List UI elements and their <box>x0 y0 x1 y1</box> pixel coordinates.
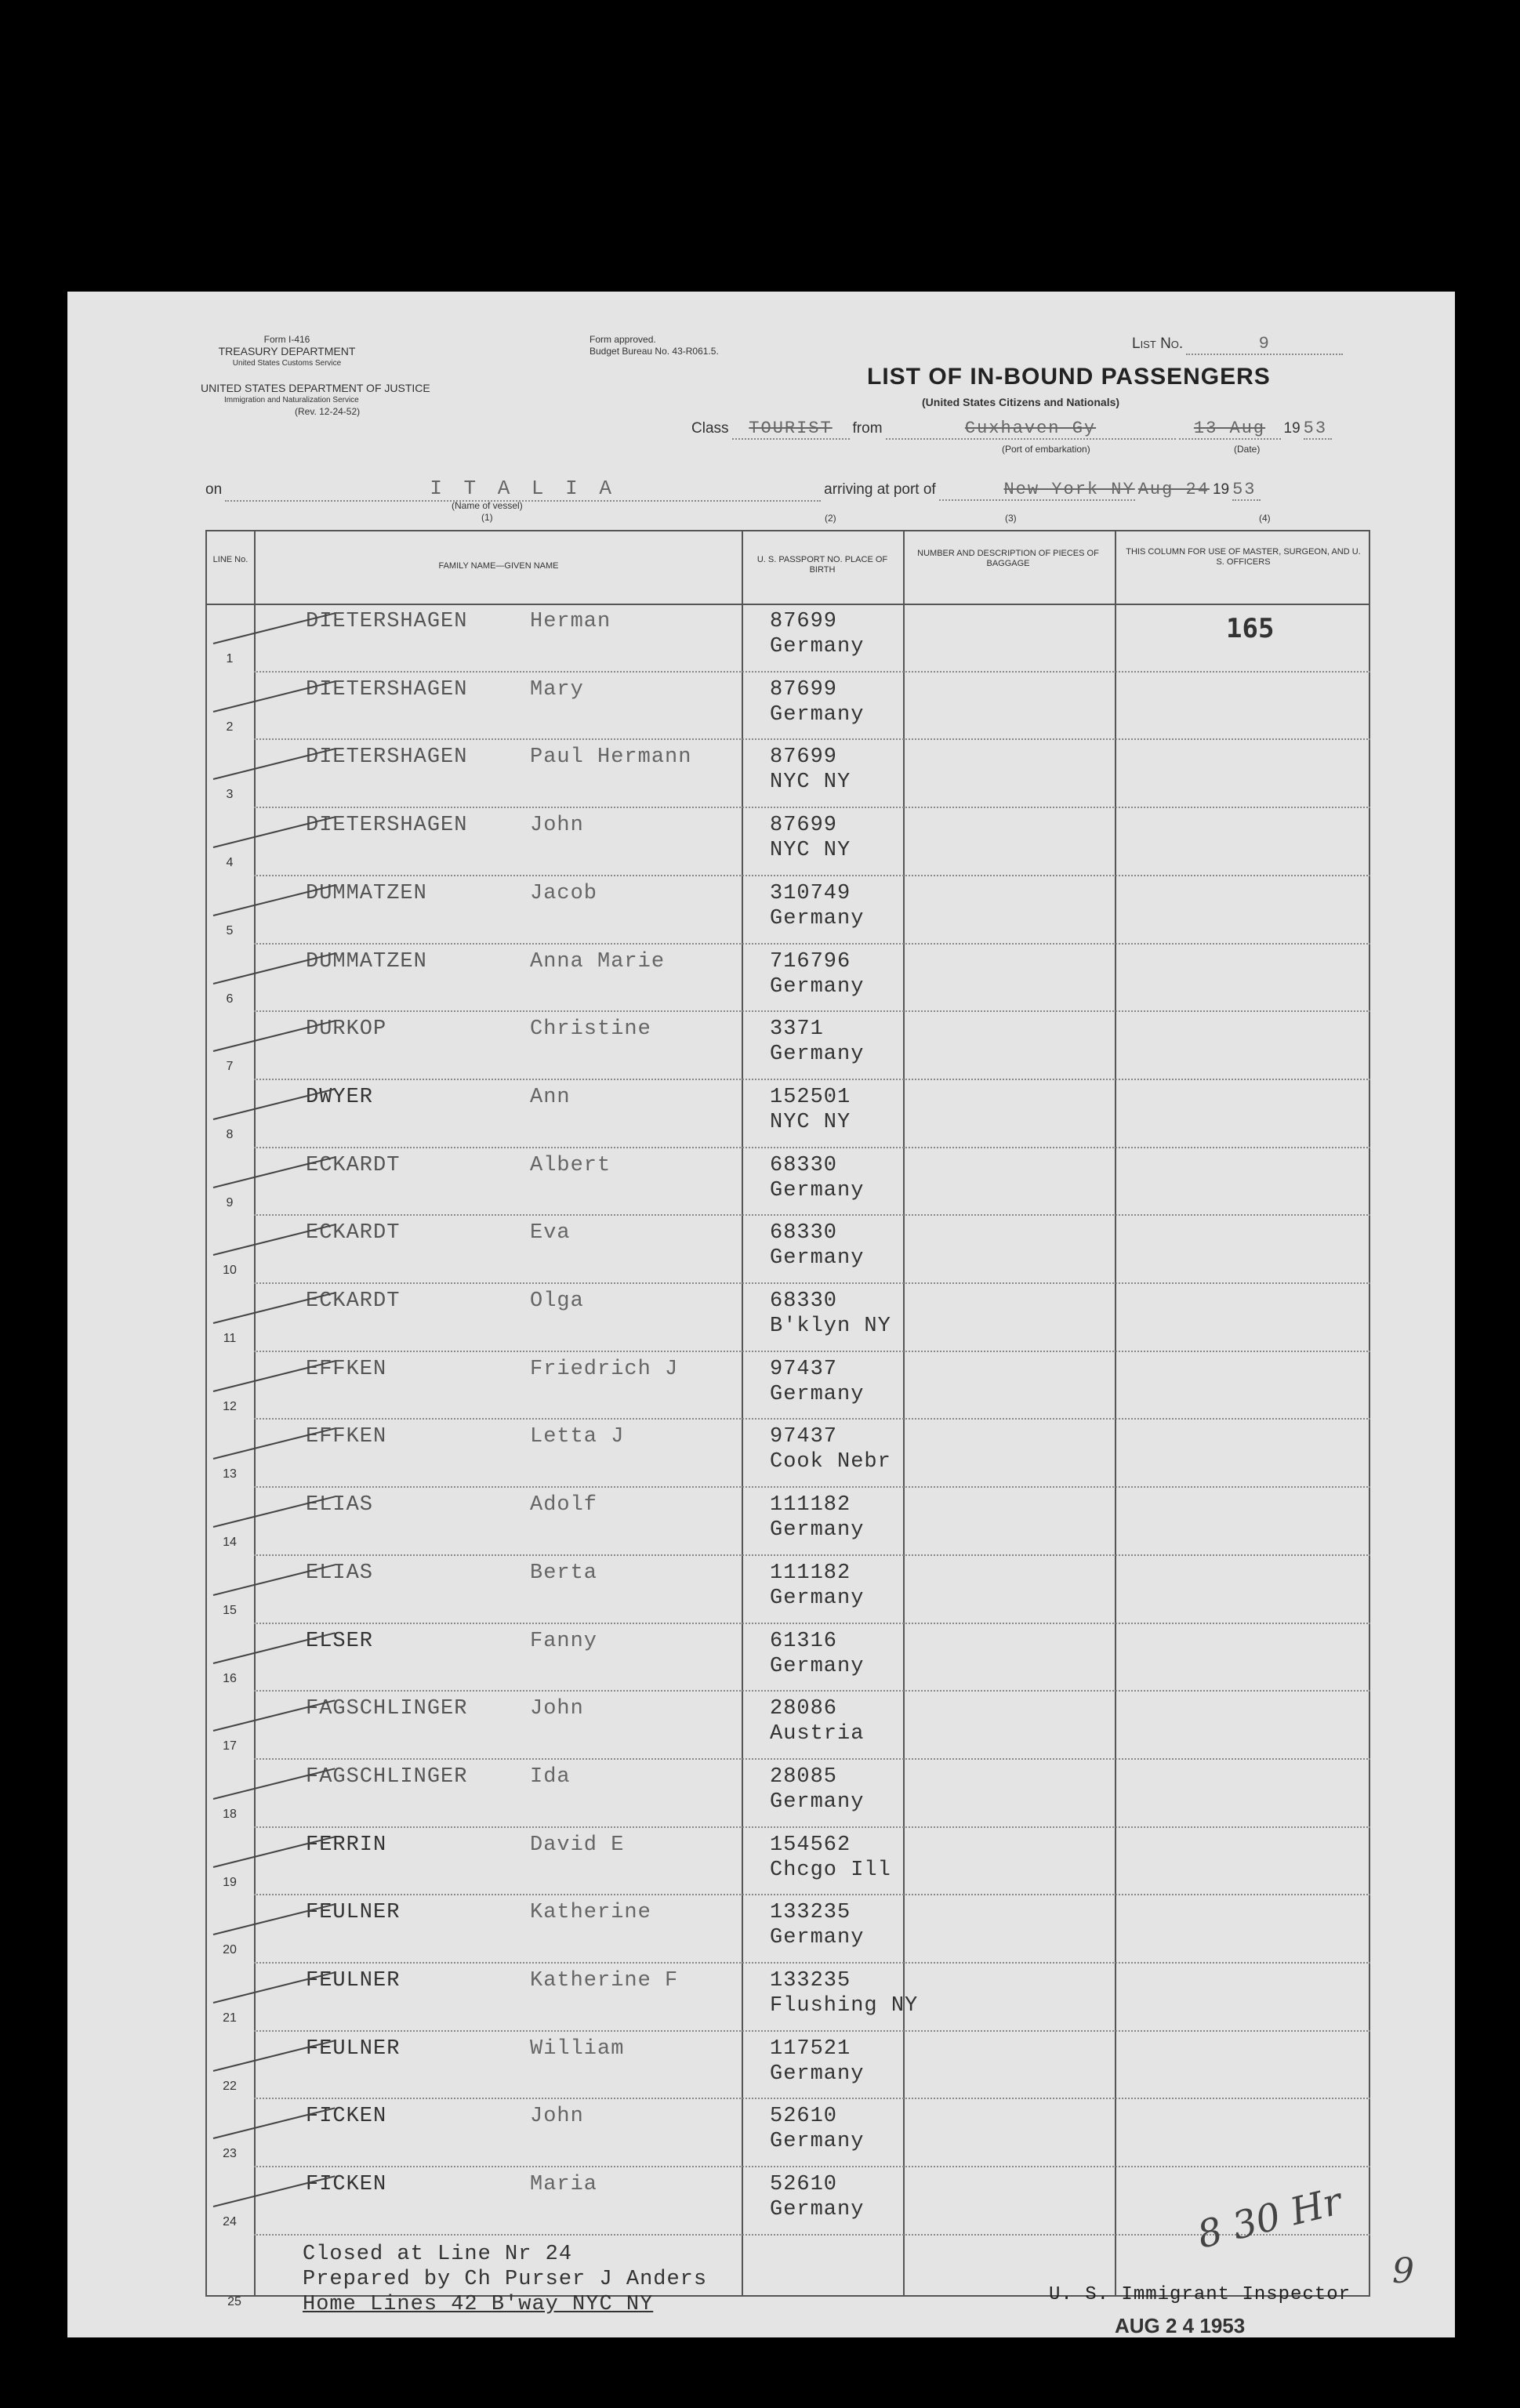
vessel-name: I T A L I A <box>225 477 821 502</box>
family-name: FERRIN <box>306 1833 387 1857</box>
approval-block <box>589 334 719 357</box>
treasury-dept: TREASURY DEPARTMENT <box>218 345 356 357</box>
family-name: EFFKEN <box>306 1357 387 1381</box>
port-value: New York NY <box>939 480 1135 501</box>
family-name: ELSER <box>306 1629 374 1653</box>
place-of-birth: Germany <box>770 906 865 930</box>
line-number: 6 <box>226 992 234 1006</box>
row-divider <box>254 1213 1370 1216</box>
passport-number: 68330 <box>770 1221 838 1246</box>
line-number: 9 <box>226 1195 234 1209</box>
line-number: 8 <box>226 1127 234 1141</box>
passport-number: 117521 <box>770 2036 851 2061</box>
given-name: Herman <box>530 610 611 633</box>
place-of-birth: NYC NY <box>770 839 851 863</box>
family-name: ELIAS <box>306 1561 374 1585</box>
passport-number: 52610 <box>770 2173 838 2197</box>
passport-number: 87699 <box>770 677 838 702</box>
passport-number: 3371 <box>770 1017 824 1042</box>
place-of-birth: Flushing NY <box>770 1994 919 2018</box>
family-name: ELIAS <box>306 1493 374 1518</box>
row-divider <box>254 670 1370 673</box>
family-name: DUMMATZEN <box>306 949 427 974</box>
date-caption: (Date) <box>1234 444 1261 455</box>
family-name: ECKARDT <box>306 1289 401 1313</box>
place-of-birth: Germany <box>770 1654 865 1678</box>
family-name: DIETERSHAGEN <box>306 677 468 702</box>
col-divider <box>1115 530 1116 2297</box>
given-name: David E <box>530 1833 625 1857</box>
family-name: DIETERSHAGEN <box>306 814 468 838</box>
line-number: 15 <box>223 1603 237 1617</box>
row-divider <box>254 1961 1370 1964</box>
passport-number: 87699 <box>770 745 838 770</box>
from-label: from <box>852 420 883 437</box>
manifest-page <box>67 292 1455 2337</box>
list-number-field <box>1132 334 1343 355</box>
form-number: Form I-416 <box>263 334 310 345</box>
passport-number: 61316 <box>770 1629 838 1653</box>
place-of-birth: Germany <box>770 974 865 999</box>
line-number: 19 <box>223 1875 237 1889</box>
class-line <box>691 419 1332 440</box>
given-name: Adolf <box>530 1493 598 1518</box>
given-name: Berta <box>530 1561 598 1585</box>
place-of-birth: Cook Nebr <box>770 1450 891 1474</box>
given-name: Mary <box>530 677 584 702</box>
manifest-table <box>205 530 1370 2297</box>
line-number: 23 <box>223 2147 237 2161</box>
vessel-caption <box>452 500 523 524</box>
year-prefix-2: 19 <box>1212 481 1230 498</box>
line-number: 11 <box>223 1332 237 1345</box>
year-prefix-1: 19 <box>1283 420 1301 437</box>
row-divider <box>254 1622 1370 1624</box>
family-name: FEULNER <box>306 1969 401 1993</box>
form-info-block <box>201 334 373 369</box>
given-name: John <box>530 814 584 838</box>
given-name: Anna Marie <box>530 949 666 974</box>
given-name: Jacob <box>530 881 598 905</box>
class-value: TOURIST <box>732 419 850 440</box>
family-name: DIETERSHAGEN <box>306 745 468 770</box>
passport-number: 133235 <box>770 1969 851 1993</box>
on-label: on <box>205 481 223 498</box>
row-divider <box>254 2097 1370 2099</box>
row-divider <box>254 1417 1370 1420</box>
given-name: John <box>530 1697 584 1721</box>
home-lines-address: Home Lines 42 B'way NYC NY <box>303 2293 654 2316</box>
given-name: Friedrich J <box>530 1357 679 1381</box>
row-divider <box>254 942 1370 945</box>
given-name: Ann <box>530 1085 571 1109</box>
passport-number: 97437 <box>770 1425 838 1449</box>
row-divider <box>254 1350 1370 1352</box>
given-name: Katherine <box>530 1901 651 1925</box>
list-no-value: 9 <box>1186 334 1343 355</box>
line-number: 2 <box>226 720 234 734</box>
place-of-birth: NYC NY <box>770 1110 851 1134</box>
embark-date: 13 Aug <box>1179 419 1281 440</box>
embark-caption: (Port of embarkation) <box>1002 444 1090 455</box>
place-of-birth: Austria <box>770 1722 865 1746</box>
place-of-birth: Germany <box>770 1043 865 1067</box>
passport-number: 87699 <box>770 610 838 633</box>
place-of-birth: NYC NY <box>770 771 851 795</box>
line-number-25: 25 <box>227 2295 241 2308</box>
family-name: FAGSCHLINGER <box>306 1764 468 1789</box>
vessel-line <box>205 477 1261 502</box>
from-value: Cuxhaven Gy <box>886 419 1176 440</box>
col-head-baggage: NUMBER AND DESCRIPTION OF PIECES OF BAGGAGE <box>917 549 1099 568</box>
row-divider <box>254 1554 1370 1556</box>
family-name: FEULNER <box>306 1901 401 1925</box>
family-name: FEULNER <box>306 2036 401 2061</box>
given-name: Christine <box>530 1017 651 1042</box>
line-number: 16 <box>223 1671 237 1685</box>
given-name: John <box>530 2105 584 2129</box>
inspector-signature: 8 30 Hr <box>1193 2179 1346 2258</box>
line-number: 4 <box>226 856 234 870</box>
given-name: William <box>530 2036 625 2061</box>
family-name: FICKEN <box>306 2105 387 2129</box>
list-no-label: List No. <box>1132 335 1184 352</box>
family-name: DURKOP <box>306 1017 387 1042</box>
prepared-by: Prepared by Ch Purser J Anders <box>303 2268 708 2291</box>
line-number: 22 <box>223 2079 237 2093</box>
col-head-line: LINE No. <box>212 555 248 564</box>
family-name: FICKEN <box>306 2173 387 2197</box>
line-number: 14 <box>223 1536 237 1550</box>
family-name: ECKARDT <box>306 1221 401 1246</box>
line-number: 18 <box>223 1807 237 1821</box>
inspector-label: U. S. Immigrant Inspector <box>1049 2284 1351 2305</box>
passport-number: 68330 <box>770 1153 838 1177</box>
given-name: Ida <box>530 1764 571 1789</box>
justice-dept: UNITED STATES DEPARTMENT OF JUSTICE <box>201 382 430 394</box>
place-of-birth: Germany <box>770 1246 865 1271</box>
officer-number: 165 <box>1226 613 1275 644</box>
line-number: 21 <box>223 2011 237 2025</box>
page-title: LIST OF IN-BOUND PASSENGERS <box>867 364 1271 390</box>
given-name: Maria <box>530 2173 598 2197</box>
line-number: 13 <box>223 1467 237 1481</box>
line-number: 5 <box>226 923 234 937</box>
passport-number: 28085 <box>770 1764 838 1789</box>
year-2: 53 <box>1232 480 1261 501</box>
row-divider <box>254 738 1370 740</box>
year-1: 53 <box>1304 419 1332 440</box>
family-name: DWYER <box>306 1085 374 1109</box>
handwritten-mark: 9 <box>1392 2251 1414 2291</box>
line-number: 12 <box>223 1399 237 1413</box>
row-divider <box>254 1893 1370 1895</box>
class-label: Class <box>691 420 729 437</box>
passport-number: 310749 <box>770 881 851 905</box>
vessel-caption-text: (Name of vessel) <box>452 500 523 511</box>
col-head-officers: THIS COLUMN FOR USE OF MASTER, SURGEON, AND U. S. OFFICERS <box>1126 547 1361 567</box>
col-3-caption: (3) <box>1005 513 1017 524</box>
place-of-birth: Germany <box>770 2130 865 2154</box>
page-subtitle: (United States Citizens and Nationals) <box>922 396 1120 408</box>
place-of-birth: Germany <box>770 635 865 658</box>
justice-block <box>201 383 546 418</box>
passport-number: 87699 <box>770 814 838 838</box>
passport-number: 154562 <box>770 1833 851 1857</box>
place-of-birth: Chcgo Ill <box>770 1858 891 1882</box>
place-of-birth: Germany <box>770 1178 865 1202</box>
given-name: Olga <box>530 1289 584 1313</box>
col-1-caption: (1) <box>481 512 493 523</box>
family-name: DIETERSHAGEN <box>306 610 468 633</box>
line-number: 20 <box>223 1943 237 1957</box>
given-name: Letta J <box>530 1425 625 1449</box>
given-name: Fanny <box>530 1629 598 1653</box>
row-divider <box>254 2029 1370 2032</box>
row-divider <box>254 1010 1370 1012</box>
col-2-caption: (2) <box>825 513 836 524</box>
row-divider <box>254 1146 1370 1148</box>
passport-number: 97437 <box>770 1357 838 1381</box>
closed-at-line: Closed at Line Nr 24 <box>303 2243 573 2266</box>
place-of-birth: Germany <box>770 1790 865 1814</box>
line-number: 10 <box>223 1264 237 1278</box>
place-of-birth: Germany <box>770 1518 865 1543</box>
place-of-birth: Germany <box>770 702 865 727</box>
given-name: Katherine F <box>530 1969 679 1993</box>
passport-number: 133235 <box>770 1901 851 1925</box>
row-divider <box>254 1826 1370 1828</box>
family-name: ECKARDT <box>306 1153 401 1177</box>
arrival-date: Aug 24 <box>1137 480 1210 499</box>
row-divider <box>254 1689 1370 1692</box>
passport-number: 152501 <box>770 1085 851 1109</box>
passport-number: 68330 <box>770 1289 838 1313</box>
given-name: Albert <box>530 1153 611 1177</box>
given-name: Paul Hermann <box>530 745 692 770</box>
form-approved: Form approved. <box>589 334 656 345</box>
line-number: 3 <box>226 788 234 802</box>
row-divider <box>254 1078 1370 1080</box>
col-head-name: FAMILY NAME—GIVEN NAME <box>438 561 559 571</box>
col-divider <box>903 530 905 2297</box>
place-of-birth: Germany <box>770 1926 865 1950</box>
footer-notes <box>303 2242 707 2317</box>
form-revision: (Rev. 12-24-52) <box>295 406 361 417</box>
col-head-passport: U. S. PASSPORT NO. PLACE OF BIRTH <box>756 555 888 575</box>
arriving-label: arriving at port of <box>824 481 936 498</box>
given-name: Eva <box>530 1221 571 1246</box>
row-divider <box>254 1485 1370 1488</box>
place-of-birth: Germany <box>770 2198 865 2222</box>
row-divider <box>254 1282 1370 1284</box>
passport-number: 111182 <box>770 1493 851 1518</box>
family-name: EFFKEN <box>306 1425 387 1449</box>
row-divider <box>254 2165 1370 2167</box>
place-of-birth: B'klyn NY <box>770 1315 891 1338</box>
passport-number: 716796 <box>770 949 851 974</box>
line-number: 24 <box>223 2215 237 2229</box>
line-number: 1 <box>226 652 234 665</box>
passport-number: 111182 <box>770 1561 851 1585</box>
customs-service: United States Customs Service <box>232 359 342 368</box>
row-divider <box>254 806 1370 808</box>
line-number: 17 <box>223 1739 237 1753</box>
budget-bureau: Budget Bureau No. 43-R061.5. <box>589 346 719 357</box>
place-of-birth: Germany <box>770 1586 865 1610</box>
family-name: FAGSCHLINGER <box>306 1697 468 1721</box>
place-of-birth: Germany <box>770 2062 865 2086</box>
header-divider <box>205 604 1370 605</box>
ins-service: Immigration and Naturalization Service <box>224 396 359 404</box>
family-name: DUMMATZEN <box>306 881 427 905</box>
col-divider <box>254 530 256 2297</box>
row-divider <box>254 1757 1370 1760</box>
passport-number: 52610 <box>770 2105 838 2129</box>
line-number: 7 <box>226 1060 234 1074</box>
place-of-birth: Germany <box>770 1382 865 1406</box>
row-divider <box>254 874 1370 876</box>
passport-number: 28086 <box>770 1697 838 1721</box>
col-4-caption: (4) <box>1259 513 1271 524</box>
col-divider <box>742 530 743 2297</box>
arrival-stamp-date: AUG 2 4 1953 <box>1115 2314 1246 2337</box>
